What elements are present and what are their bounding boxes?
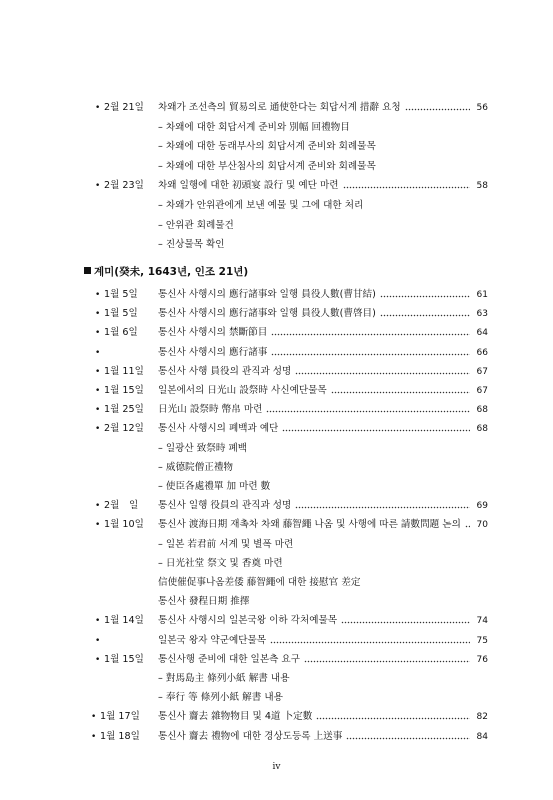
entry-title: 日光山 設祭時 幣帛 마련: [158, 404, 263, 416]
toc-subentry: [0, 238, 553, 252]
dot-leader: [346, 730, 470, 744]
entry-date: 2월 23일: [104, 180, 144, 192]
entry-title: 통신사 사행시의 應行諸事: [158, 346, 268, 358]
bullet-icon: •: [91, 712, 97, 723]
bullet-icon: •: [95, 328, 101, 339]
entry-date: 1월 5일: [104, 308, 138, 320]
page-number: 66: [476, 347, 488, 358]
page-number: 84: [476, 731, 488, 742]
subentry-text: – 차왜가 안위관에게 보낸 예물 및 그에 대한 처리: [158, 200, 364, 211]
entry-title: 통신사 齎去 禮物에 대한 경상도등록 上送事: [158, 730, 343, 742]
toc-entry: [0, 422, 553, 436]
entry-title: 일본에서의 日光山 設祭時 사신예단물목: [158, 385, 327, 396]
subentry-text: – 진상물목 확인: [158, 239, 225, 251]
entry-date: 2월 21일: [104, 102, 144, 113]
dot-leader: [380, 307, 470, 321]
dot-leader: [341, 614, 470, 628]
toc-subentry: [0, 691, 553, 705]
toc-subentry: [0, 595, 553, 609]
toc-subentry: [0, 480, 553, 494]
entry-date: 1월 17일: [100, 711, 140, 723]
bullet-icon: •: [95, 635, 101, 646]
entry-date: 1월 11일: [104, 365, 144, 377]
entry-title: 차왜 일행에 대한 初頭宴 設行 및 예단 마련: [158, 180, 339, 192]
bullet-icon: •: [95, 424, 101, 435]
bullet-icon: •: [91, 731, 97, 742]
page-number: 58: [476, 181, 488, 192]
subentry-text: – 對馬島主 條列小紙 解書 내용: [158, 673, 290, 684]
bullet-icon: •: [95, 290, 101, 300]
toc-subentry: [0, 672, 553, 686]
dot-leader: [282, 422, 470, 436]
dot-leader: [380, 288, 470, 302]
toc-entry: [0, 499, 553, 513]
entry-date: 1월 18일: [100, 730, 140, 742]
entry-date: 1월 15일: [104, 385, 144, 396]
entry-title: 통신사 사행시의 일본국왕 이하 각처예물목: [158, 615, 338, 627]
entry-title: 통신사 사행시의 폐백과 예단: [158, 423, 279, 435]
entry-title: 차왜가 조선측의 貿易의로 通使한다는 회답서계 措辭 요청: [158, 102, 401, 113]
subentry-text: – 奉行 等 條列小紙 解書 내용: [158, 692, 283, 704]
page-number: 82: [476, 712, 488, 723]
page-number: 76: [476, 654, 488, 665]
section-heading: [84, 264, 248, 280]
subentry-text: 信使催促事나옴差倭 藤智繩에 대한 接慰官 差定: [158, 577, 361, 588]
bullet-icon: •: [95, 405, 101, 416]
subentry-text: – 일광산 致祭時 폐백: [158, 442, 248, 454]
bullet-icon: •: [95, 181, 101, 192]
toc-entry: [0, 403, 553, 417]
entry-date: 1월 14일: [104, 615, 144, 627]
entry-title: 통신사 齎去 雜物物目 및 4道 卜定數: [158, 711, 313, 723]
bullet-icon: •: [95, 616, 101, 627]
entry-date: 1월 25일: [104, 404, 144, 416]
square-bullet-icon: [84, 267, 91, 274]
toc-subentry: [0, 461, 553, 475]
toc-subentry: [0, 219, 553, 233]
entry-title: 통신사 사행시의 應行諸事와 일행 員役人數(曹甘結): [158, 289, 376, 300]
toc-subentry: [0, 576, 553, 590]
entry-date: 1월 6일: [104, 327, 138, 339]
entry-title: 통신사 사행시의 禁斷節目: [158, 327, 268, 339]
dot-leader: [266, 403, 470, 417]
dot-leader: [331, 384, 470, 398]
subentry-text: – 차왜에 대한 동래부사의 회답서계 준비와 회례물목: [158, 141, 376, 153]
bullet-icon: •: [95, 309, 101, 320]
toc-subentry: [0, 160, 553, 174]
page-number: 69: [476, 501, 488, 512]
page-number: 56: [476, 103, 488, 113]
page-number: 61: [476, 290, 488, 300]
bullet-icon: •: [95, 520, 101, 531]
page-number: 67: [476, 366, 488, 377]
entry-date: 2월 12일: [104, 423, 144, 435]
toc-entry: [0, 710, 553, 724]
toc-subentry: [0, 140, 553, 154]
toc-entry: [0, 653, 553, 667]
toc-entry: [0, 101, 553, 115]
page-number: 68: [476, 424, 488, 435]
toc-entry: [0, 384, 553, 398]
entry-title: 통신사 사행시의 應行諸事와 일행 員役人數(曹啓目): [158, 308, 376, 320]
toc-entry: [0, 365, 553, 379]
toc-entry: [0, 518, 553, 532]
toc-entry: [0, 307, 553, 321]
entry-date: 1월 5일: [104, 289, 138, 300]
toc-entry: [0, 179, 553, 193]
page-number: 74: [476, 616, 488, 627]
page-number: 70: [476, 520, 488, 531]
entry-title: 통신사행 준비에 대한 일본측 요구: [158, 653, 300, 665]
toc-entry: [0, 634, 553, 648]
bullet-icon: •: [95, 501, 101, 512]
bullet-icon: •: [95, 103, 101, 113]
subentry-text: – 차왜에 대한 부산첨사의 회답서계 준비와 회례물목: [158, 160, 376, 172]
subentry-text: – 일본 若君前 서계 및 별폭 마련: [158, 538, 294, 550]
page-number: 68: [476, 405, 488, 416]
bullet-icon: •: [95, 654, 101, 665]
toc-subentry: [0, 557, 553, 571]
dot-leader: [316, 710, 470, 724]
bullet-icon: •: [95, 386, 101, 396]
page-number: 63: [476, 309, 488, 320]
page-number: 67: [476, 386, 488, 396]
toc-entry: [0, 614, 553, 628]
bullet-icon: •: [95, 347, 101, 358]
entry-title: 통신사 일행 役員의 관직과 성명: [158, 500, 292, 512]
entry-title: 통신사 사행 員役의 관직과 성명: [158, 365, 292, 377]
entry-title: 일본국 왕자 약군예단물목: [158, 634, 267, 646]
subentry-text: – 威德院僧正禮物: [158, 461, 234, 473]
toc-subentry: [0, 199, 553, 213]
subentry-text: – 日光社堂 祭文 및 香奠 마련: [158, 557, 283, 569]
dot-leader: [295, 499, 470, 513]
section-title: 계미(癸未, 1643년, 인조 21년): [94, 266, 249, 278]
toc-entry: [0, 326, 553, 340]
toc-subentry: [0, 538, 553, 552]
dot-leader: [343, 179, 470, 193]
dot-leader: [271, 346, 470, 360]
toc-entry: [0, 346, 553, 360]
subentry-text: – 차왜에 대한 회답서계 준비와 別幅 回禮物目: [158, 121, 350, 133]
subentry-text: 통신사 發程日期 推擇: [158, 596, 250, 608]
toc-subentry: [0, 121, 553, 135]
toc-subentry: [0, 442, 553, 456]
subentry-text: – 使臣各處禮單 加 마련 數: [158, 481, 271, 492]
dot-leader: [304, 653, 470, 667]
page-number: 75: [476, 635, 488, 646]
dot-leader: [405, 101, 470, 115]
entry-date: 2월 일: [104, 500, 139, 512]
entry-title: 통신사 渡海日期 재촉차 차왜 藤智繩 나옴 및 사행에 따른 請數問題 논의: [158, 519, 461, 531]
toc-entry: [0, 288, 553, 302]
dot-leader: [270, 634, 470, 648]
page-number-footer: iv: [272, 762, 281, 772]
subentry-text: – 안위관 회례물건: [158, 219, 234, 231]
bullet-icon: •: [95, 366, 101, 377]
dot-leader: [295, 365, 470, 379]
page-number: 64: [476, 328, 488, 339]
dot-leader: [465, 518, 470, 532]
entry-date: 1월 15일: [104, 653, 144, 665]
entry-date: 1월 10일: [104, 519, 144, 531]
dot-leader: [271, 326, 470, 340]
toc-entry: [0, 730, 553, 744]
